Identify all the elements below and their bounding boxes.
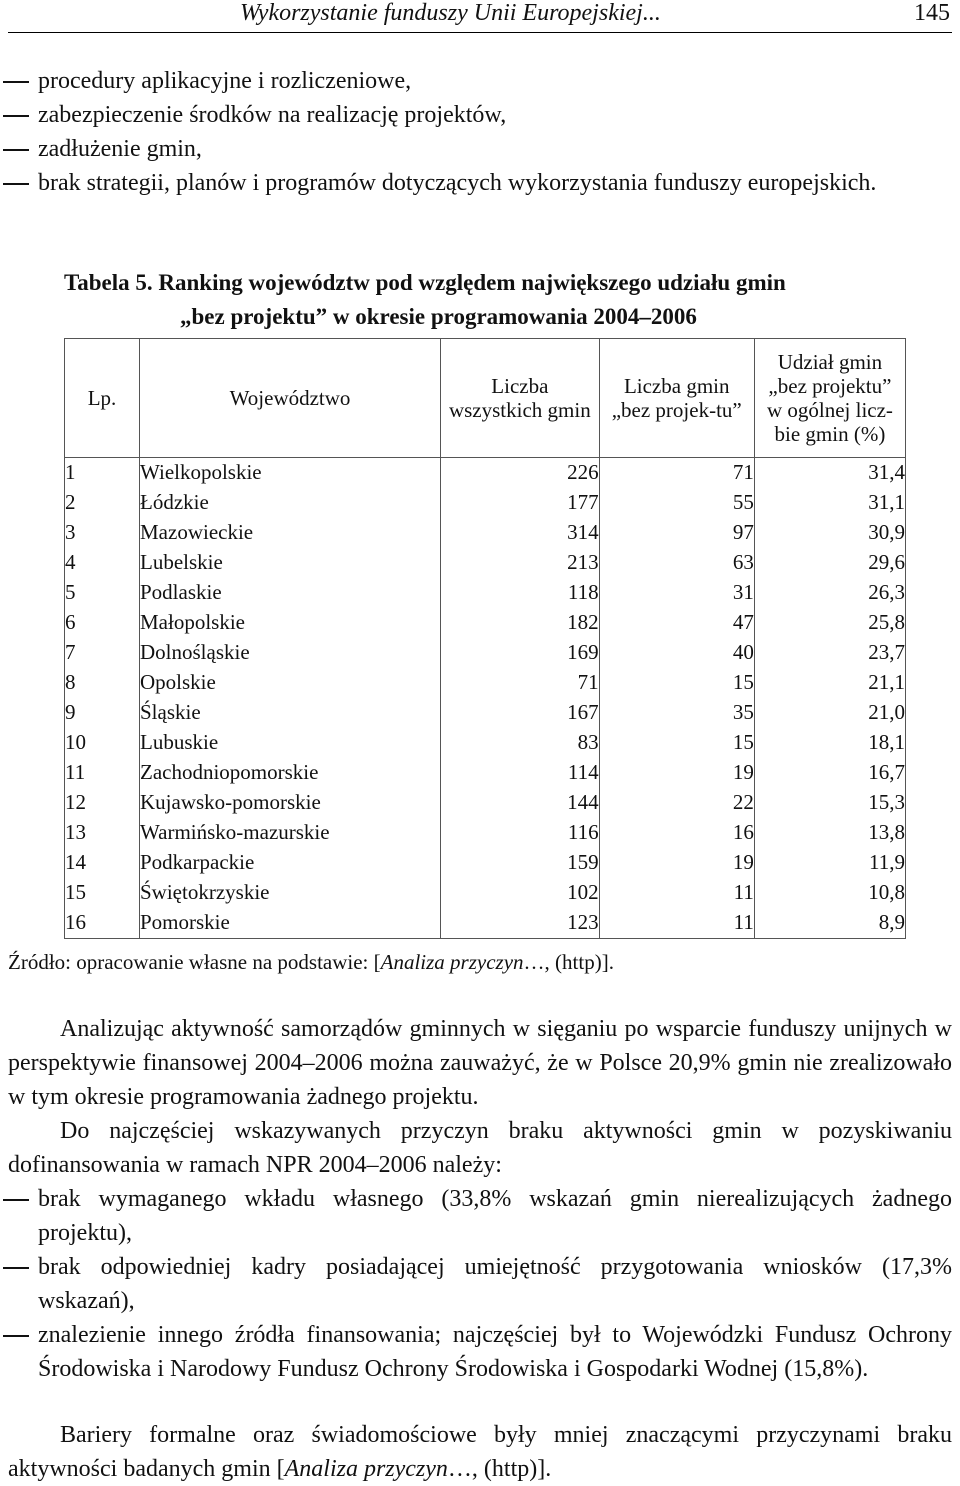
list-item: brak wymaganego wkładu własnego (33,8% wskazań gmin nierealizujących żadnego projektu), — [0, 1182, 952, 1250]
cell-region: Lubuskie — [140, 728, 441, 758]
cell-share: 30,9 — [754, 518, 905, 548]
cell-without-project: 22 — [599, 788, 754, 818]
table-row — [65, 548, 906, 578]
cell-lp: 10 — [65, 728, 140, 758]
cell-share: 26,3 — [754, 578, 905, 608]
cell-share: 31,1 — [754, 488, 905, 518]
cell-region: Zachodniopomorskie — [140, 758, 441, 788]
table-row — [65, 788, 906, 818]
cell-all-communes: 102 — [441, 878, 599, 908]
cell-lp: 7 — [65, 638, 140, 668]
list-item: znalezienie innego źródła finansowania; najczęściej był to Wojewódzki Fundusz Ochrony Środowiska i Narodowy Fundusz Ochrony Środowiska i Gospodarki Wodnej (15,8%). — [0, 1318, 952, 1386]
cell-all-communes: 83 — [441, 728, 599, 758]
table-body — [65, 458, 906, 939]
cell-without-project: 19 — [599, 758, 754, 788]
cell-all-communes: 71 — [441, 668, 599, 698]
cell-lp: 1 — [65, 458, 140, 489]
page-number: 145 — [914, 0, 950, 26]
intro-list — [0, 64, 952, 200]
header-without-project: Liczba gmin „bez projek-tu” — [599, 339, 754, 458]
list-item: brak strategii, planów i programów dotyczących wykorzystania funduszy europejskich. — [0, 166, 952, 200]
running-header — [8, 0, 952, 33]
cell-share: 21,0 — [754, 698, 905, 728]
cell-lp: 3 — [65, 518, 140, 548]
cell-share: 18,1 — [754, 728, 905, 758]
table-row — [65, 848, 906, 878]
cell-lp: 6 — [65, 608, 140, 638]
cell-share: 15,3 — [754, 788, 905, 818]
cell-without-project: 31 — [599, 578, 754, 608]
list-item: zabezpieczenie środków na realizację projektów, — [0, 98, 952, 132]
cell-region: Świętokrzyskie — [140, 878, 441, 908]
cell-region: Małopolskie — [140, 608, 441, 638]
running-title: Wykorzystanie funduszy Unii Europejskiej... — [240, 0, 661, 26]
cell-all-communes: 167 — [441, 698, 599, 728]
cell-lp: 16 — [65, 908, 140, 939]
cell-without-project: 16 — [599, 818, 754, 848]
cell-all-communes: 123 — [441, 908, 599, 939]
reasons-list — [0, 1182, 952, 1386]
cell-share: 25,8 — [754, 608, 905, 638]
cell-share: 29,6 — [754, 548, 905, 578]
cell-region: Lubelskie — [140, 548, 441, 578]
dash-icon — [3, 183, 29, 185]
cell-all-communes: 226 — [441, 458, 599, 489]
table-caption — [64, 266, 934, 334]
cell-region: Łódzkie — [140, 488, 441, 518]
table-row — [65, 728, 906, 758]
table-row — [65, 488, 906, 518]
dash-icon — [3, 1335, 29, 1337]
cell-region: Opolskie — [140, 668, 441, 698]
list-item: procedury aplikacyjne i rozliczeniowe, — [0, 64, 952, 98]
dash-icon — [3, 115, 29, 117]
dash-icon — [3, 1199, 29, 1201]
cell-share: 21,1 — [754, 668, 905, 698]
cell-without-project: 11 — [599, 908, 754, 939]
table-header-row — [65, 339, 906, 458]
table-row — [65, 638, 906, 668]
ranking-table — [64, 338, 906, 939]
cell-share: 8,9 — [754, 908, 905, 939]
dash-icon — [3, 149, 29, 151]
caption-line-1: Tabela 5. Ranking województw pod względem największego udziału gmin — [64, 270, 786, 295]
table-row — [65, 698, 906, 728]
cell-region: Warmińsko-mazurskie — [140, 818, 441, 848]
cell-region: Mazowieckie — [140, 518, 441, 548]
cell-without-project: 35 — [599, 698, 754, 728]
cell-share: 11,9 — [754, 848, 905, 878]
cell-without-project: 97 — [599, 518, 754, 548]
cell-region: Śląskie — [140, 698, 441, 728]
table-row — [65, 458, 906, 489]
table-row — [65, 818, 906, 848]
cell-share: 13,8 — [754, 818, 905, 848]
cell-all-communes: 118 — [441, 578, 599, 608]
table-row — [65, 608, 906, 638]
cell-region: Podkarpackie — [140, 848, 441, 878]
table-source: Źródło: opracowanie własne na podstawie: [Analiza przyczyn…, (http)]. — [8, 950, 614, 974]
cell-region: Pomorskie — [140, 908, 441, 939]
list-item: zadłużenie gmin, — [0, 132, 952, 166]
cell-without-project: 71 — [599, 458, 754, 489]
cell-lp: 5 — [65, 578, 140, 608]
paragraph-1: Analizując aktywność samorządów gminnych w sięganiu po wsparcie funduszy unijnych w perspektywie finansowej 2004–2006 można zauważyć, że w Polsce 20,9% gmin nie zrealizowało w tym okresie programowania żadnego projektu. — [8, 1016, 952, 1110]
cell-all-communes: 213 — [441, 548, 599, 578]
cell-lp: 12 — [65, 788, 140, 818]
cell-without-project: 15 — [599, 668, 754, 698]
cell-without-project: 63 — [599, 548, 754, 578]
table-row — [65, 758, 906, 788]
table-row — [65, 578, 906, 608]
cell-region: Dolnośląskie — [140, 638, 441, 668]
cell-without-project: 11 — [599, 878, 754, 908]
paragraph-2: Do najczęściej wskazywanych przyczyn braku aktywności gmin w pozyskiwaniu dofinansowania w ramach NPR 2004–2006 należy: — [8, 1118, 952, 1178]
table-row — [65, 668, 906, 698]
cell-region: Podlaskie — [140, 578, 441, 608]
header-lp: Lp. — [65, 339, 140, 458]
cell-share: 23,7 — [754, 638, 905, 668]
header-region: Województwo — [140, 339, 441, 458]
cell-region: Wielkopolskie — [140, 458, 441, 489]
cell-lp: 9 — [65, 698, 140, 728]
cell-without-project: 40 — [599, 638, 754, 668]
list-item: brak odpowiedniej kadry posiadającej umiejętność przygotowania wniosków (17,3% wskazań), — [0, 1250, 952, 1318]
cell-lp: 2 — [65, 488, 140, 518]
header-share: Udział gmin „bez projektu” w ogólnej licz-bie gmin (%) — [754, 339, 905, 458]
cell-all-communes: 182 — [441, 608, 599, 638]
table-row — [65, 518, 906, 548]
cell-region: Kujawsko-pomorskie — [140, 788, 441, 818]
cell-all-communes: 144 — [441, 788, 599, 818]
cell-lp: 14 — [65, 848, 140, 878]
dash-icon — [3, 81, 29, 83]
cell-without-project: 47 — [599, 608, 754, 638]
cell-share: 16,7 — [754, 758, 905, 788]
header-all-communes: Liczba wszystkich gmin — [441, 339, 599, 458]
cell-lp: 4 — [65, 548, 140, 578]
caption-line-2: „bez projektu” w okresie programowania 2004–2006 — [180, 304, 697, 329]
table-row — [65, 878, 906, 908]
cell-lp: 8 — [65, 668, 140, 698]
cell-share: 31,4 — [754, 458, 905, 489]
cell-all-communes: 159 — [441, 848, 599, 878]
paragraph-3: Bariery formalne oraz świadomościowe były mniej znaczącymi przyczynami braku aktywności badanych gmin [Analiza przyczyn…, (http)]. — [8, 1422, 952, 1482]
cell-lp: 13 — [65, 818, 140, 848]
cell-lp: 15 — [65, 878, 140, 908]
cell-share: 10,8 — [754, 878, 905, 908]
cell-all-communes: 116 — [441, 818, 599, 848]
table-row — [65, 908, 906, 939]
cell-all-communes: 314 — [441, 518, 599, 548]
cell-without-project: 15 — [599, 728, 754, 758]
cell-lp: 11 — [65, 758, 140, 788]
cell-without-project: 55 — [599, 488, 754, 518]
cell-all-communes: 169 — [441, 638, 599, 668]
dash-icon — [3, 1267, 29, 1269]
cell-without-project: 19 — [599, 848, 754, 878]
cell-all-communes: 114 — [441, 758, 599, 788]
cell-all-communes: 177 — [441, 488, 599, 518]
